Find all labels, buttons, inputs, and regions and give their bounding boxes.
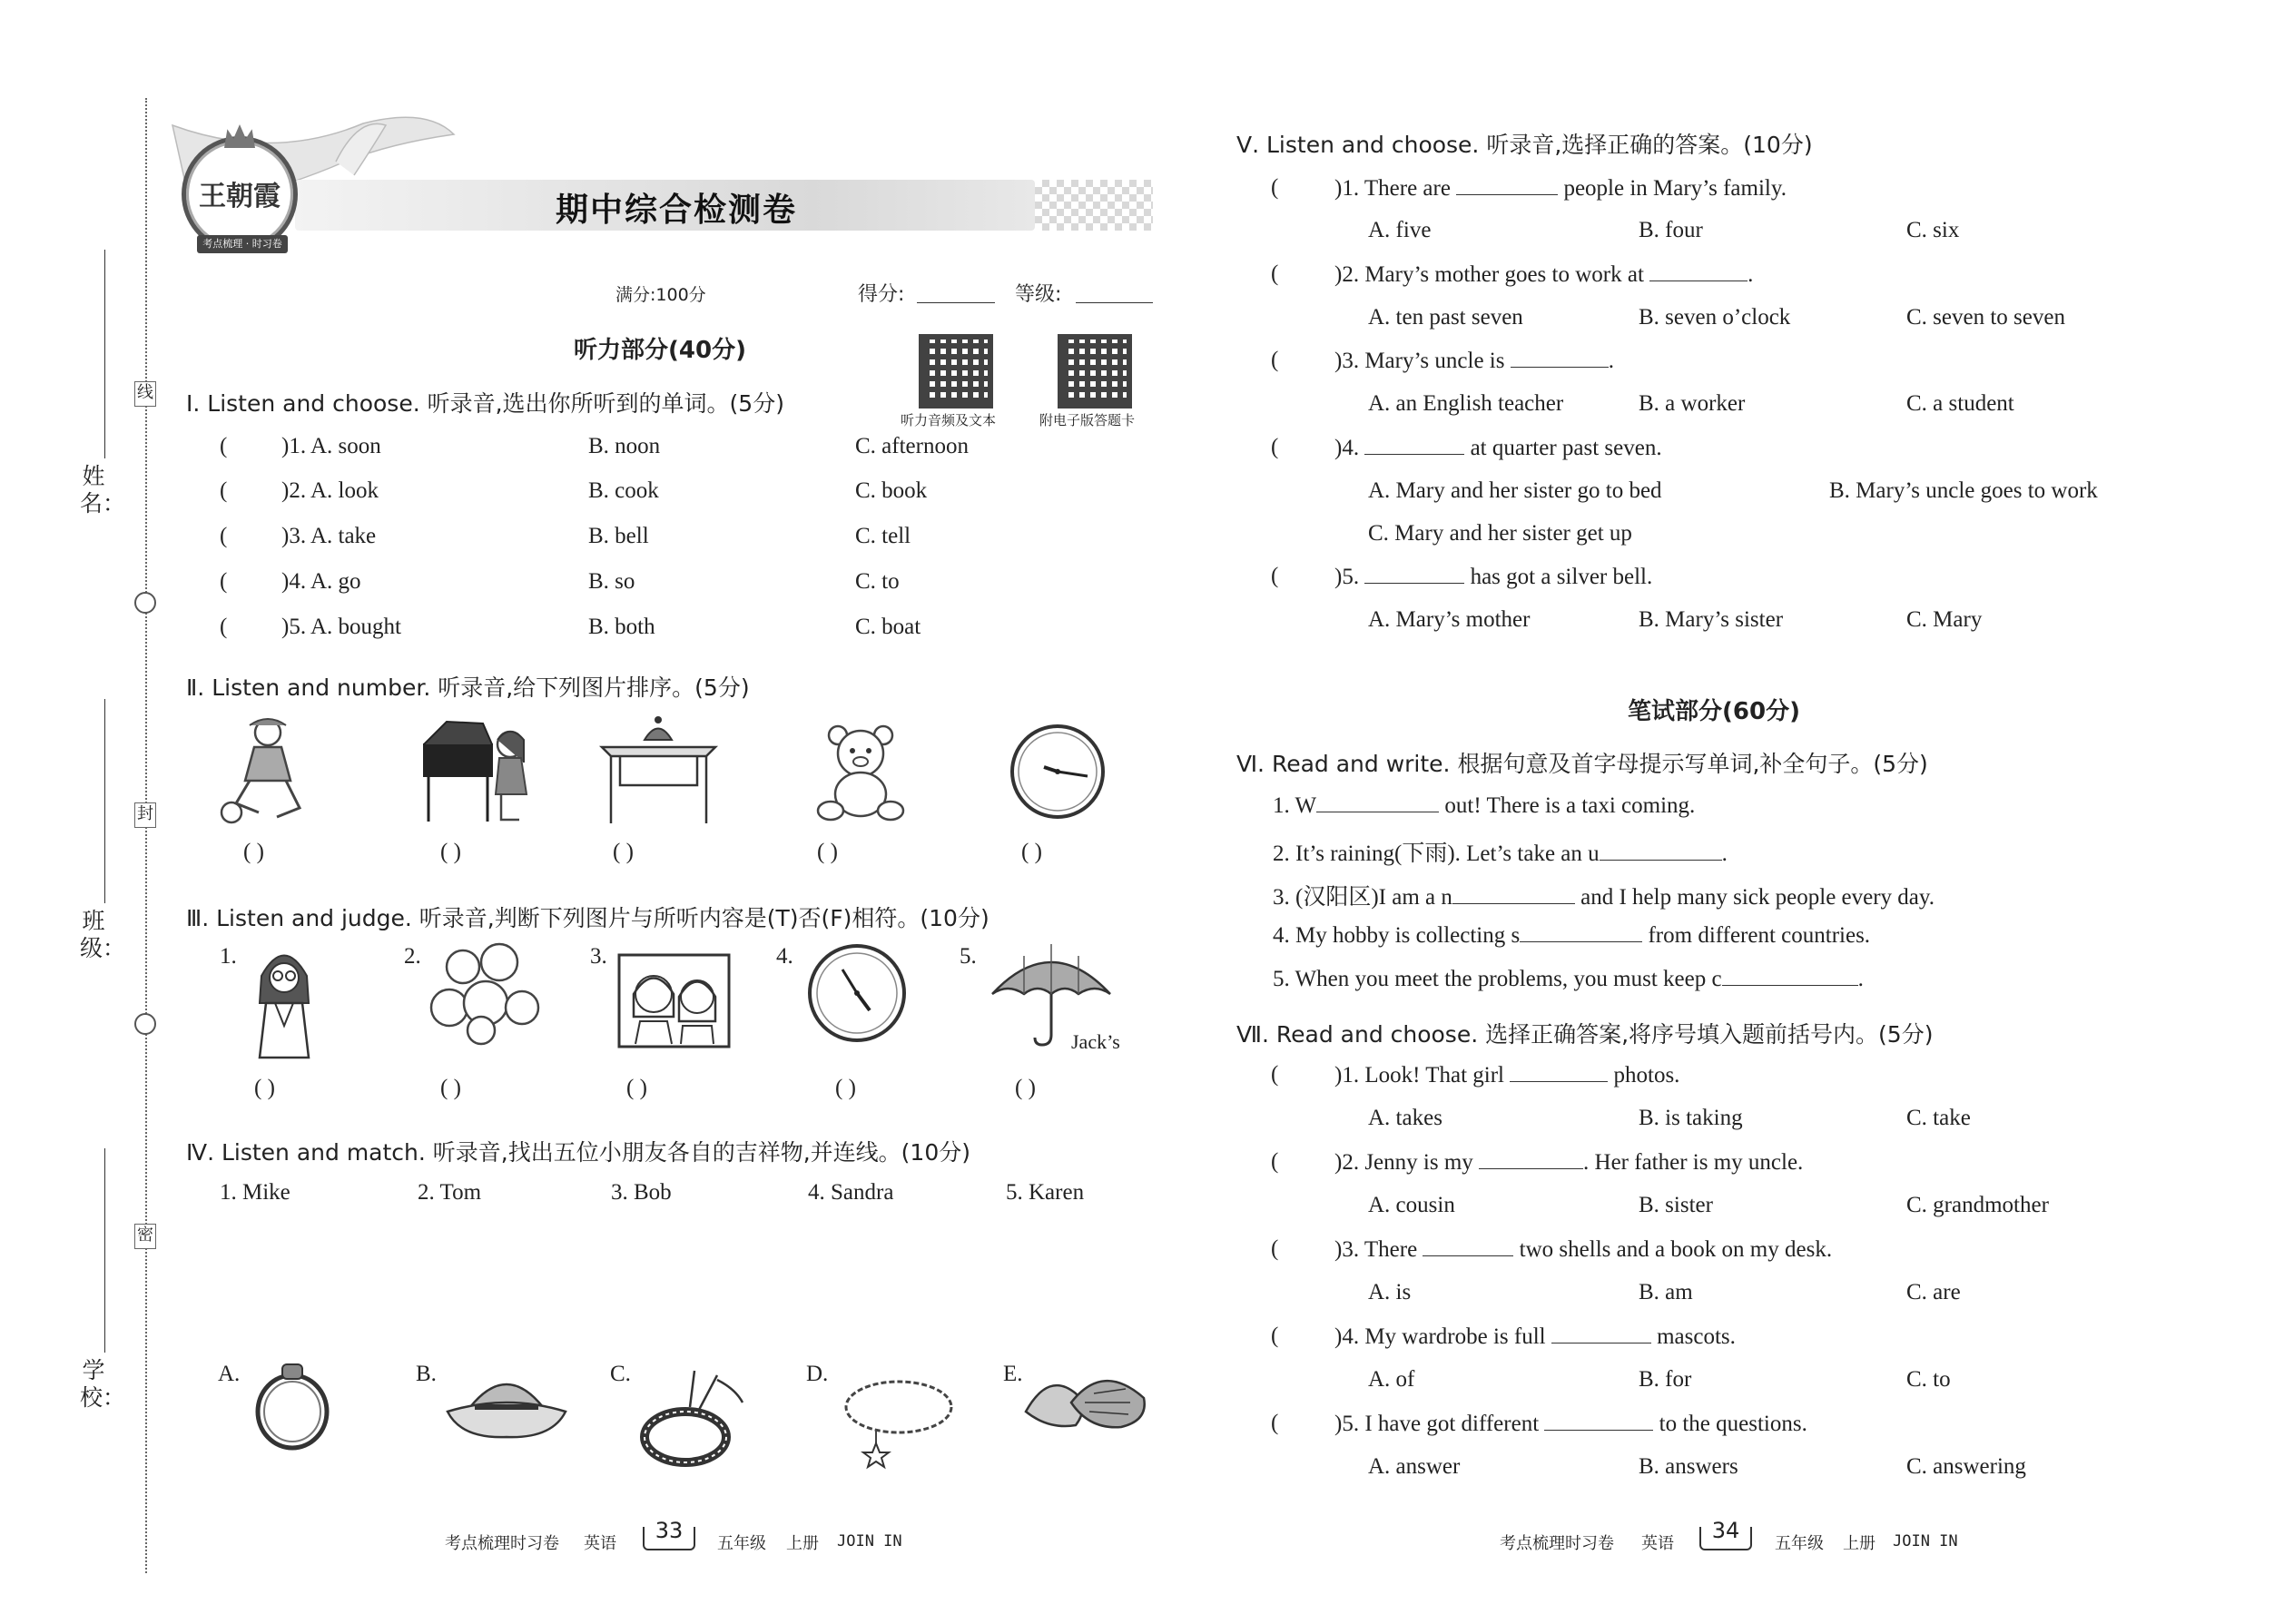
s1-item-4-a: )4. A. go bbox=[281, 569, 361, 594]
s7-q1 bbox=[1334, 1062, 1679, 1088]
s5-q2 bbox=[1334, 261, 1753, 288]
score-blank[interactable] bbox=[917, 302, 995, 303]
answer-bracket-open[interactable]: ( bbox=[1271, 564, 1279, 588]
s6-q1-post: out! There is a taxi coming. bbox=[1439, 793, 1696, 818]
qr-caption-listening: 听力音频及文本 bbox=[901, 412, 997, 428]
answer-blank[interactable] bbox=[1479, 1149, 1583, 1169]
s5-q5-a: A. Mary’s mother bbox=[1368, 607, 1531, 632]
s5-q2-a: A. ten past seven bbox=[1368, 305, 1523, 330]
s3-answer-bracket-5[interactable]: ( ) bbox=[1015, 1076, 1036, 1100]
section-1-title: Ⅰ. Listen and choose. 听录音,选出你所听到的单词。(5分) bbox=[186, 390, 784, 417]
s5-q5-b: B. Mary’s sister bbox=[1639, 607, 1784, 632]
s5-q2-post: . bbox=[1748, 262, 1754, 287]
answer-bracket-open[interactable]: ( bbox=[1271, 1324, 1279, 1348]
qr-code-listening[interactable] bbox=[919, 334, 993, 408]
binding-mark-secret: 密 bbox=[134, 1224, 156, 1249]
teacher-glasses-picture bbox=[243, 940, 325, 1062]
answer-bracket-open[interactable]: ( bbox=[220, 615, 228, 639]
qr-code-answer-card[interactable] bbox=[1058, 334, 1132, 408]
footer-subject: 英语 bbox=[1641, 1534, 1674, 1553]
clock-judge-picture bbox=[806, 942, 908, 1044]
s7-q2-c: C. grandmother bbox=[1906, 1193, 2049, 1217]
mascot-letter-e: E. bbox=[1003, 1362, 1023, 1386]
s7-q5-c: C. answering bbox=[1906, 1454, 2026, 1479]
name-label: 姓名： bbox=[80, 463, 126, 517]
s5-q2-pre: )2. Mary’s mother goes to work at bbox=[1334, 262, 1650, 287]
s6-q4 bbox=[1273, 922, 1870, 949]
teddy-bear-picture bbox=[811, 722, 911, 822]
footer-edition: JOIN IN bbox=[837, 1532, 902, 1550]
answer-blank[interactable] bbox=[1423, 1236, 1513, 1256]
child-name-3[interactable]: 3. Bob bbox=[611, 1180, 672, 1205]
umbrella-owner-label: Jack’s bbox=[1071, 1030, 1120, 1053]
s2-answer-bracket-4[interactable]: ( ) bbox=[817, 840, 838, 864]
section-2-title: Ⅱ. Listen and number. 听录音,给下列图片排序。(5分) bbox=[186, 674, 750, 701]
s7-q4-post: mascots. bbox=[1650, 1324, 1736, 1349]
s3-answer-bracket-3[interactable]: ( ) bbox=[626, 1076, 647, 1100]
class-label: 班级： bbox=[80, 908, 126, 961]
two-girls-photo-picture bbox=[617, 953, 731, 1048]
s5-q1-a: A. five bbox=[1368, 218, 1432, 242]
s3-num-3: 3. bbox=[590, 944, 607, 969]
s6-q5 bbox=[1273, 966, 1864, 992]
answer-bracket-open[interactable]: ( bbox=[220, 569, 228, 594]
s7-q2-b: B. sister bbox=[1639, 1193, 1713, 1217]
footer-grade: 五年级 bbox=[1775, 1534, 1824, 1553]
s2-answer-bracket-5[interactable]: ( ) bbox=[1021, 840, 1042, 864]
s6-q3-pre: 3. (汉阳区)I am a n bbox=[1273, 885, 1452, 910]
s5-q1-post: people in Mary’s family. bbox=[1558, 176, 1787, 201]
s2-answer-bracket-1[interactable]: ( ) bbox=[243, 840, 264, 864]
s7-q3-pre: )3. There bbox=[1334, 1237, 1423, 1262]
page-title: 期中综合检测卷 bbox=[555, 192, 797, 229]
s7-q2-a: A. cousin bbox=[1368, 1193, 1455, 1217]
star-bracelet-picture[interactable] bbox=[840, 1371, 958, 1471]
s5-q4 bbox=[1334, 435, 1662, 461]
logo-text: 王朝霞 bbox=[199, 181, 281, 212]
s6-q5-post: . bbox=[1857, 967, 1864, 991]
s6-q4-post: from different countries. bbox=[1642, 923, 1871, 948]
s2-answer-bracket-2[interactable]: ( ) bbox=[440, 840, 461, 864]
s5-q3-post: . bbox=[1608, 349, 1614, 373]
bell-table-picture bbox=[597, 713, 720, 826]
grade-blank[interactable] bbox=[1076, 302, 1153, 303]
answer-blank[interactable] bbox=[1510, 1062, 1608, 1082]
s6-q4-pre: 4. My hobby is collecting s bbox=[1273, 923, 1521, 948]
answer-bracket-open[interactable]: ( bbox=[1271, 435, 1279, 459]
s7-q2-pre: )2. Jenny is my bbox=[1334, 1150, 1480, 1175]
s6-q3 bbox=[1273, 879, 1935, 911]
section-5-title: Ⅴ. Listen and choose. 听录音,选择正确的答案。(10分) bbox=[1236, 132, 1813, 158]
s5-q4-pre: )4. bbox=[1334, 436, 1365, 460]
answer-bracket-open[interactable]: ( bbox=[1271, 261, 1279, 286]
s1-item-4-c: C. to bbox=[855, 569, 900, 594]
s1-item-1-a: )1. A. soon bbox=[281, 434, 381, 458]
s5-q1-c: C. six bbox=[1906, 218, 1960, 242]
answer-bracket-open[interactable]: ( bbox=[220, 478, 228, 503]
s7-q1-a: A. takes bbox=[1368, 1106, 1442, 1130]
s5-q1-pre: )1. There are bbox=[1334, 176, 1457, 201]
s1-item-2-b: B. cook bbox=[588, 478, 659, 503]
s7-q1-pre: )1. Look! That girl bbox=[1334, 1063, 1511, 1088]
s5-q4-c: C. Mary and her sister get up bbox=[1368, 521, 1632, 546]
section-3-title: Ⅲ. Listen and judge. 听录音,判断下列图片与所听内容是(T)否(F)相符。(10分) bbox=[186, 905, 989, 931]
s1-item-2-c: C. book bbox=[855, 478, 928, 503]
full-score: 满分:100分 bbox=[615, 285, 706, 305]
answer-blank[interactable] bbox=[1544, 1411, 1653, 1431]
logo-ribbon-text: 考点梳理 · 时习卷 bbox=[197, 235, 288, 253]
s5-q5-post: has got a silver bell. bbox=[1464, 565, 1653, 589]
brand-logo bbox=[182, 136, 298, 252]
answer-blank[interactable] bbox=[1600, 841, 1722, 861]
footer-edition: JOIN IN bbox=[1893, 1532, 1958, 1550]
s1-item-3-a: )3. A. take bbox=[281, 524, 377, 548]
answer-blank[interactable] bbox=[1722, 966, 1858, 986]
footer-term: 上册 bbox=[1843, 1534, 1876, 1553]
s6-q2 bbox=[1273, 835, 1728, 868]
girl-piano-picture bbox=[419, 713, 537, 826]
s7-q2-post: . Her father is my uncle. bbox=[1583, 1150, 1804, 1175]
s1-item-4-b: B. so bbox=[588, 569, 635, 594]
s7-q1-post: photos. bbox=[1608, 1063, 1680, 1088]
s7-q3-b: B. am bbox=[1639, 1280, 1693, 1304]
qr-caption-answer-card: 附电子版答题卡 bbox=[1039, 412, 1136, 428]
binding-mark-seal: 封 bbox=[134, 802, 156, 828]
ring-picture[interactable] bbox=[250, 1357, 336, 1452]
s5-q5-c: C. Mary bbox=[1906, 607, 1983, 632]
s1-item-3-c: C. tell bbox=[855, 524, 911, 548]
binding-dotted-line bbox=[145, 98, 147, 1573]
footer-series: 考点梳理时习卷 bbox=[445, 1534, 559, 1553]
s7-q4 bbox=[1334, 1324, 1736, 1350]
s1-item-5-c: C. boat bbox=[855, 615, 921, 639]
s5-q3-c: C. a student bbox=[1906, 391, 2014, 416]
answer-blank[interactable] bbox=[1452, 884, 1575, 904]
s2-answer-bracket-3[interactable]: ( ) bbox=[613, 840, 634, 864]
s7-q5-pre: )5. I have got different bbox=[1334, 1412, 1545, 1436]
child-name-2[interactable]: 2. Tom bbox=[418, 1180, 482, 1205]
s7-q3-a: A. is bbox=[1368, 1280, 1412, 1304]
footer-series: 考点梳理时习卷 bbox=[1500, 1534, 1614, 1553]
s5-q3-b: B. a worker bbox=[1639, 391, 1746, 416]
s6-q2-post: . bbox=[1721, 842, 1728, 866]
s6-q1-pre: 1. W bbox=[1273, 793, 1317, 818]
section-4-title: Ⅳ. Listen and match. 听录音,找出五位小朋友各自的吉祥物,并连线。(10分) bbox=[186, 1139, 970, 1166]
binding-ring-1 bbox=[134, 592, 156, 614]
s7-q3-post: two shells and a book on my desk. bbox=[1513, 1237, 1833, 1262]
s7-q4-b: B. for bbox=[1639, 1367, 1692, 1392]
s5-q4-b: B. Mary’s uncle goes to work bbox=[1829, 478, 2098, 503]
s1-item-5-b: B. both bbox=[588, 615, 655, 639]
name-field-line[interactable] bbox=[104, 250, 105, 458]
school-label: 学校： bbox=[80, 1357, 126, 1411]
s1-item-2-a: )2. A. look bbox=[281, 478, 379, 503]
s5-q2-c: C. seven to seven bbox=[1906, 305, 2065, 330]
s3-answer-bracket-4[interactable]: ( ) bbox=[835, 1076, 856, 1100]
answer-bracket-open[interactable]: ( bbox=[1271, 1236, 1279, 1261]
mascot-letter-a: A. bbox=[218, 1362, 241, 1386]
s5-q4-a: A. Mary and her sister go to bed bbox=[1368, 478, 1662, 503]
boy-football-picture bbox=[213, 713, 322, 826]
answer-bracket-open[interactable]: ( bbox=[1271, 175, 1279, 200]
s6-q5-pre: 5. When you meet the problems, you must keep c bbox=[1273, 967, 1722, 991]
answer-blank[interactable] bbox=[1649, 261, 1748, 281]
child-name-4[interactable]: 4. Sandra bbox=[808, 1180, 894, 1205]
child-name-1[interactable]: 1. Mike bbox=[220, 1180, 290, 1205]
s6-q1 bbox=[1273, 792, 1695, 819]
answer-bracket-open[interactable]: ( bbox=[1271, 1411, 1279, 1435]
s7-q5-post: to the questions. bbox=[1653, 1412, 1807, 1436]
s1-item-5-a: )5. A. bought bbox=[281, 615, 401, 639]
answer-blank[interactable] bbox=[1551, 1324, 1651, 1343]
section-6-title: Ⅵ. Read and write. 根据句意及首字母提示写单词,补全句子。(5分) bbox=[1236, 751, 1928, 777]
child-name-5[interactable]: 5. Karen bbox=[1006, 1180, 1085, 1205]
s5-q1-b: B. four bbox=[1639, 218, 1703, 242]
s7-q4-pre: )4. My wardrobe is full bbox=[1334, 1324, 1551, 1349]
s7-q3 bbox=[1334, 1236, 1832, 1263]
s6-q3-post: and I help many sick people every day. bbox=[1574, 885, 1935, 910]
answer-blank[interactable] bbox=[1364, 435, 1464, 455]
s7-q3-c: C. are bbox=[1906, 1280, 1961, 1304]
school-field-line[interactable] bbox=[104, 1148, 105, 1353]
mascot-letter-d: D. bbox=[806, 1362, 829, 1386]
s7-q5-b: B. answers bbox=[1639, 1454, 1738, 1479]
toys-pile-picture bbox=[427, 940, 545, 1048]
s3-num-4: 4. bbox=[776, 944, 793, 969]
answer-blank[interactable] bbox=[1364, 564, 1464, 584]
grade-label: 等级: bbox=[1015, 283, 1062, 306]
s7-q5 bbox=[1334, 1411, 1807, 1437]
answer-bracket-open[interactable]: ( bbox=[220, 524, 228, 548]
hat-picture[interactable] bbox=[443, 1366, 570, 1443]
footer-term: 上册 bbox=[786, 1534, 819, 1553]
s3-answer-bracket-2[interactable]: ( ) bbox=[440, 1076, 461, 1100]
answer-blank[interactable] bbox=[1520, 922, 1642, 942]
s7-q1-b: B. is taking bbox=[1639, 1106, 1743, 1130]
footer-subject: 英语 bbox=[584, 1534, 616, 1553]
s5-q4-post: at quarter past seven. bbox=[1464, 436, 1662, 460]
shells-picture[interactable] bbox=[1021, 1362, 1153, 1434]
page-number: 34 bbox=[1711, 1518, 1740, 1543]
score-label: 得分: bbox=[858, 283, 905, 306]
s3-num-2: 2. bbox=[404, 944, 421, 969]
s5-q5 bbox=[1334, 564, 1652, 590]
woven-bracelet-picture[interactable] bbox=[635, 1366, 753, 1471]
clock-picture bbox=[1008, 722, 1108, 822]
binding-mark-line: 线 bbox=[134, 381, 156, 407]
s1-item-3-b: B. bell bbox=[588, 524, 649, 548]
s6-q2-pre: 2. It’s raining(下雨). Let’s take an u bbox=[1273, 842, 1600, 866]
answer-blank[interactable] bbox=[1511, 348, 1609, 368]
s5-q2-b: B. seven o’clock bbox=[1639, 305, 1791, 330]
s3-num-1: 1. bbox=[220, 944, 237, 969]
answer-bracket-open[interactable]: ( bbox=[1271, 348, 1279, 372]
s7-q4-a: A. of bbox=[1368, 1367, 1415, 1392]
s1-item-1-b: B. noon bbox=[588, 434, 661, 458]
page-number: 33 bbox=[655, 1518, 684, 1543]
s7-q1-c: C. take bbox=[1906, 1106, 1971, 1130]
answer-blank[interactable] bbox=[1316, 792, 1439, 812]
s3-answer-bracket-1[interactable]: ( ) bbox=[254, 1076, 275, 1100]
answer-bracket-open[interactable]: ( bbox=[220, 434, 228, 458]
binding-ring-2 bbox=[134, 1013, 156, 1035]
s3-num-5: 5. bbox=[960, 944, 977, 969]
footer-grade: 五年级 bbox=[717, 1534, 766, 1553]
s5-q1 bbox=[1334, 175, 1787, 202]
title-band-checker bbox=[1035, 180, 1153, 231]
s7-q5-a: A. answer bbox=[1368, 1454, 1461, 1479]
s5-q3-pre: )3. Mary’s uncle is bbox=[1334, 349, 1511, 373]
listening-heading: 听力部分(40分) bbox=[574, 337, 746, 364]
s5-q3 bbox=[1334, 348, 1614, 374]
class-field-line[interactable] bbox=[104, 699, 105, 903]
s1-item-1-c: C. afternoon bbox=[855, 434, 969, 458]
section-7-title: Ⅶ. Read and choose. 选择正确答案,将序号填入题前括号内。(5分) bbox=[1236, 1021, 1934, 1048]
mascot-letter-b: B. bbox=[416, 1362, 437, 1386]
s5-q5-pre: )5. bbox=[1334, 565, 1365, 589]
s7-q4-c: C. to bbox=[1906, 1367, 1951, 1392]
writing-heading: 笔试部分(60分) bbox=[1628, 698, 1800, 725]
answer-blank[interactable] bbox=[1456, 175, 1558, 195]
s7-q2 bbox=[1334, 1149, 1803, 1176]
s5-q3-a: A. an English teacher bbox=[1368, 391, 1564, 416]
answer-bracket-open[interactable]: ( bbox=[1271, 1062, 1279, 1087]
mascot-letter-c: C. bbox=[610, 1362, 631, 1386]
answer-bracket-open[interactable]: ( bbox=[1271, 1149, 1279, 1174]
